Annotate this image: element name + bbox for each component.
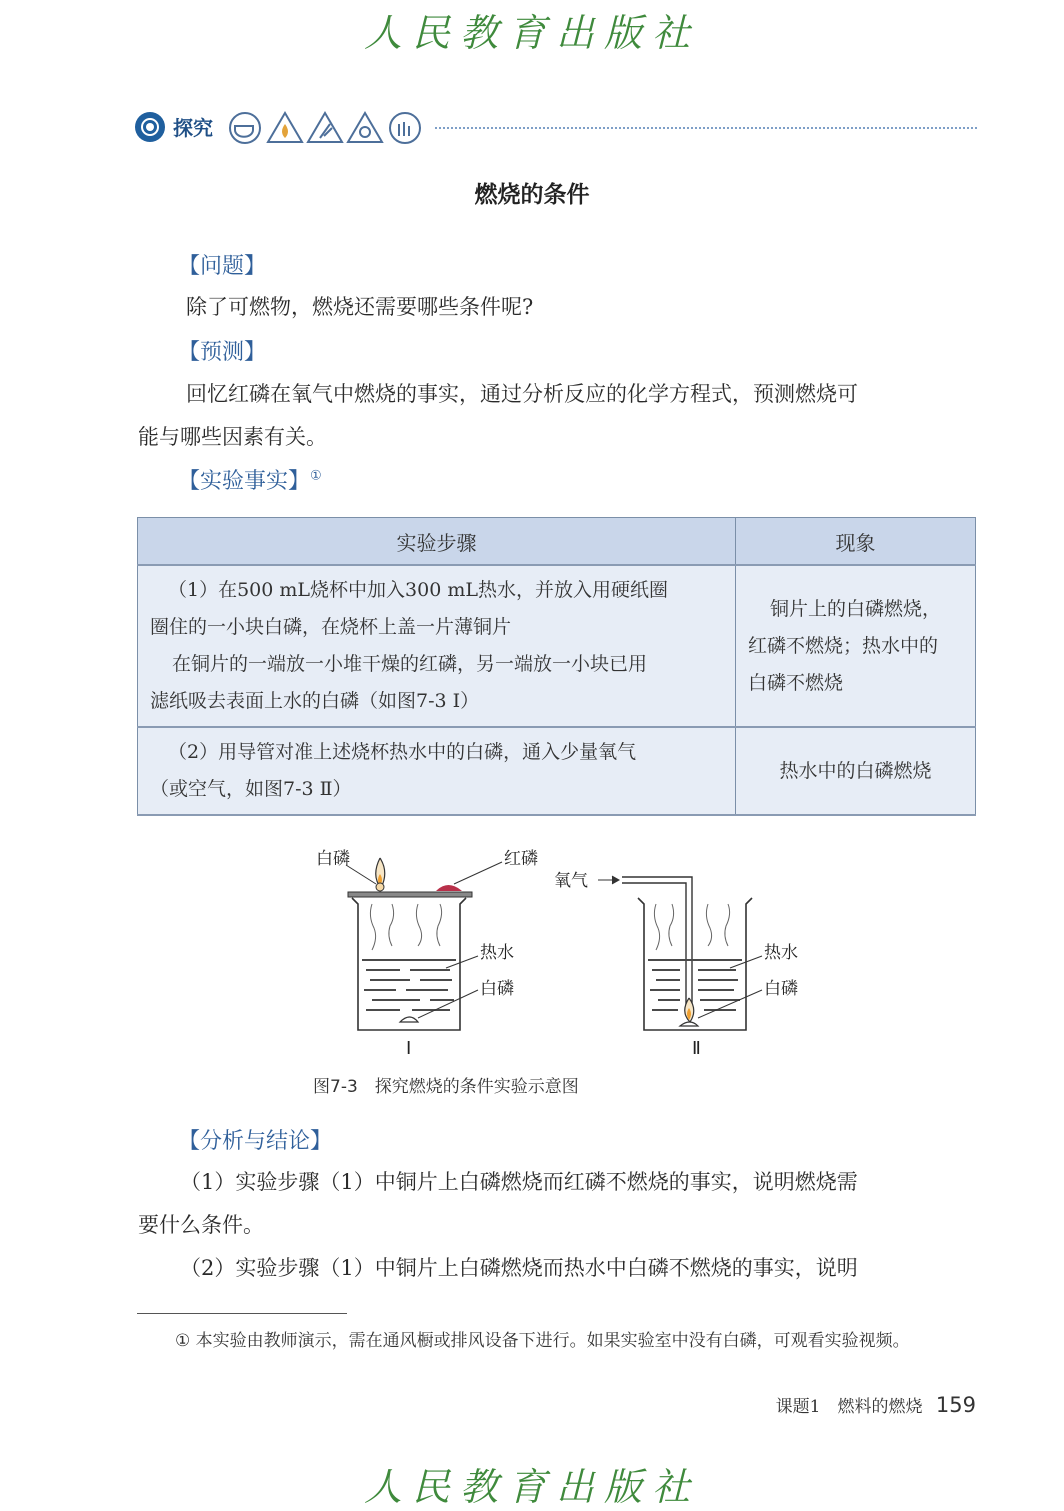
problem-text: 除了可燃物，燃烧还需要哪些条件呢? [186,295,534,319]
step-2-line-2: （或空气，如图7-3 Ⅱ） [150,778,352,800]
cup-icon [230,113,260,143]
label-hot-water-1: 热水 [480,943,514,963]
step-1-line-1: （1）在500 mL烧杯中加入300 mL热水，并放入用硬纸圈 [168,579,668,601]
section-label: 探究 [173,116,213,140]
page-footer [776,1392,976,1417]
section-divider [435,127,977,129]
step-1-line-4: 滤纸吸去表面上水的白磷（如图7-3 Ⅰ） [150,690,480,712]
step-cell-2 [138,727,736,815]
publisher-watermark-top: 人民教育出版社 [363,11,700,55]
white-phosphorus-flame-1 [376,858,385,891]
steam-1 [370,904,441,950]
label-white-phosphorus-1: 白磷 [480,979,514,999]
analysis-p1-line-1: （1）实验步骤（1）中铜片上白磷燃烧而红磷不燃烧的事实，说明燃烧需 [180,1170,858,1194]
red-phosphorus [436,885,462,891]
label-hot-water-2: 热水 [764,943,798,963]
facts-heading-text: 【实验事实】 [178,469,311,494]
facts-heading [178,464,322,495]
hand-circle-icon [390,113,420,143]
section-icons [227,110,427,146]
section-bar [135,108,977,148]
publisher-watermark-bottom: 人民教育出版社 [363,1465,700,1509]
step-1-line-3: 在铜片的一端放一小堆干燥的红磷，另一端放一小块已用 [172,653,648,675]
analysis-p1-line-2: 要什么条件。 [138,1213,264,1237]
prediction-line-2: 能与哪些因素有关。 [138,425,327,449]
experiment-table [137,517,976,816]
prediction-heading: 【预测】 [178,340,267,365]
phen-1-line-1: 铜片上的白磷燃烧， [770,597,942,620]
figure-caption: 图7-3 探究燃烧的条件实验示意图 [313,1077,579,1097]
label-white-phosphorus-top: 白磷 [316,849,350,869]
table-row [138,565,976,727]
label-roman-1: Ⅰ [406,1038,412,1059]
table-row [138,727,976,815]
page-title: 燃烧的条件 [474,182,590,208]
step-1-line-2: 圈住的一小块白磷，在烧杯上盖一片薄铜片 [150,616,512,638]
white-phosphorus-in-water-1 [400,1017,418,1022]
copper-sheet [348,892,472,897]
analysis-heading: 【分析与结论】 [178,1129,333,1154]
problem-heading: 【问题】 [178,254,267,279]
header-phenomena: 现象 [736,518,976,566]
table-header-row [138,518,976,566]
figure-7-3 [300,840,820,1065]
page-number: 159 [935,1393,976,1417]
footnote-marker: ① [310,468,322,484]
plant-triangle-icon [308,113,342,142]
label-oxygen: 氧气 [554,871,588,891]
water-1 [362,960,456,1010]
phenomenon-cell-1 [736,565,976,727]
phen-1-line-3: 白磷不燃烧 [748,671,844,694]
phen-1-line-2: 红磷不燃烧；热水中的 [748,634,939,657]
step-cell-1 [138,565,736,727]
flame-triangle-icon [268,113,302,142]
header-steps: 实验步骤 [138,518,736,566]
lesson-title: 课题1 燃料的燃烧 [775,1397,923,1417]
white-phosphorus-flame-2 [680,998,698,1026]
gear-triangle-icon [348,113,382,142]
footnote-divider [137,1313,347,1314]
label-white-phosphorus-2: 白磷 [764,979,798,999]
analysis-p2-line-1: （2）实验步骤（1）中铜片上白磷燃烧而热水中白磷不燃烧的事实，说明 [180,1256,858,1280]
prediction-line-1: 回忆红磷在氧气中燃烧的事实，通过分析反应的化学方程式，预测燃烧可 [186,382,858,406]
label-red-phosphorus: 红磷 [504,849,538,869]
water-2 [648,960,742,1010]
label-roman-2: Ⅱ [692,1038,701,1059]
step-2-line-1: （2）用导管对准上述烧杯热水中的白磷，通入少量氧气 [168,741,637,763]
phenomenon-cell-2: 热水中的白磷燃烧 [736,727,976,815]
footnote: ① 本实验由教师演示，需在通风橱或排风设备下进行。如果实验室中没有白磷，可观看实验视频。 [175,1331,910,1351]
leader-lines-1 [346,862,502,1018]
leader-lines-2 [598,876,762,1018]
target-icon [135,112,165,142]
